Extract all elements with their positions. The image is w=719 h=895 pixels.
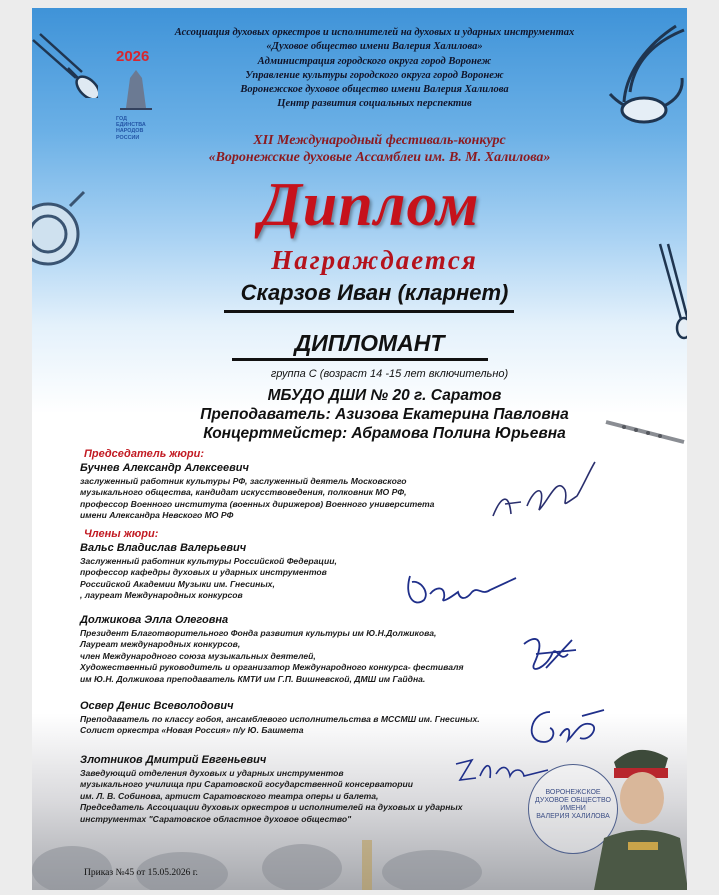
desc-line: им. Л. В. Собинова, артист Саратовского театра оперы и балета, (80, 790, 379, 801)
jury-chair (80, 462, 500, 522)
stamp-line: ДУХОВОЕ ОБЩЕСТВО (535, 797, 611, 804)
logo-caption-line: РОССИИ (116, 134, 140, 141)
jury-member-desc (80, 476, 500, 522)
logo-caption-line: ГОД (116, 116, 127, 122)
award-underline (232, 358, 488, 361)
award-title: ДИПЛОМАНТ (294, 330, 445, 356)
awarded-label: Награждается (271, 245, 478, 275)
accompanist-name: Концертмейстер: Абрамова Полина Юрьевна (203, 425, 566, 442)
festival-line: XII Международный фестиваль-конкурс (253, 133, 506, 148)
signature-member (516, 624, 586, 684)
desc-line: Российской Академии Музыки им. Гнесиных, (80, 578, 275, 589)
desc-line: музыкального училища при Саратовской государственной консерватории (80, 779, 414, 790)
desc-line: Преподаватель по классу гобоя, ансамблевого исполнительства в МССМШ им. Гнесиных. (80, 714, 480, 724)
logo-year: 2026 (116, 48, 150, 65)
stamp-line: ВАЛЕРИЯ ХАЛИЛОВА (536, 813, 610, 820)
recipient-underline (224, 310, 514, 313)
stamp-line: ИМЕНИ (560, 805, 586, 812)
desc-line: Председатель Ассоциации духовых оркестров и исполнителей на духовых и ударных (80, 802, 463, 813)
jury-member-name: Освер Денис Всеволодович (80, 700, 234, 712)
orchestra-photo (32, 820, 592, 890)
desc-line: Заслуженный работник культуры Российской Федерации, (80, 556, 337, 566)
logo-caption-line: ЕДИНСТВА (116, 122, 146, 129)
desc-line: Художественный руководитель и организатор Международного конкурса- фестиваля (80, 662, 464, 673)
organizer-line: Ассоциация духовых оркестров и исполнителей на духовых и ударных инструментах (174, 27, 575, 38)
stamp-line: ВОРОНЕЖСКОЕ (545, 789, 601, 796)
jury-member-name: Должикова Элла Олеговна (80, 614, 229, 626)
festival-block (72, 132, 687, 166)
diploma-sheet (32, 8, 687, 890)
desc-line: инструментах "Саратовское областное духовое общество" (80, 813, 352, 824)
organizers-block (62, 26, 687, 112)
jury-member (80, 700, 540, 737)
desc-line: член Международного союза музыкальных деятелей, (80, 650, 316, 661)
jury-member-name: Злотников Дмитрий Евгеньевич (80, 754, 267, 766)
desc-line: профессор кафедры духовых и ударных инструментов (80, 567, 327, 578)
desc-line: Заведующий отделения духовых и ударных инструментов (80, 768, 344, 778)
desc-line: заслуженный работник культуры РФ, заслуженный деятель Московского (80, 476, 407, 486)
festival-name: «Воронежские духовые Ассамблеи им. В. М. Халилова» (208, 150, 551, 165)
desc-line: Президент Благотворительного Фонда развития культуры им Ю.Н.Должикова, (80, 628, 437, 638)
organizer-line: Администрация городского округа город Воронеж (257, 55, 492, 67)
jury-member-name: Вальс Владислав Валерьевич (80, 542, 247, 554)
order-number: Приказ №45 от 15.05.2026 г. (84, 868, 198, 878)
jury-member (80, 614, 520, 685)
teacher-name: Преподаватель: Азизова Екатерина Павловна (200, 406, 569, 423)
jury-chair-heading: Председатель жюри: (84, 448, 205, 460)
recipient-name: Скарзов Иван (кларнет) (240, 280, 509, 305)
desc-line: имени Александра Невского МО РФ (80, 510, 234, 521)
desc-line: , лауреат Международных конкурсов (80, 590, 243, 601)
desc-line: музыкального общества, кандидат искусствоведения, полковник МО РФ, (80, 487, 407, 498)
signature-chair (487, 456, 597, 526)
jury-member-desc (80, 714, 540, 737)
organizer-line: «Духовое общество имени Валерия Халилова» (266, 41, 483, 53)
diploma-title: Диплом (259, 171, 480, 239)
age-group: группа С (возраст 14 -15 лет включительно) (270, 368, 509, 380)
school-block (82, 386, 687, 443)
jury-member-name: Бучнев Александр Алексеевич (80, 462, 249, 474)
desc-line: профессор Военного института (военных дирижеров) Военного университета (80, 498, 435, 509)
desc-line: Лауреат международных конкурсов, (80, 639, 241, 650)
jury-members-heading: Члены жюри: (84, 528, 159, 540)
school-name: МБУДО ДШИ № 20 г. Саратов (267, 387, 502, 404)
organizer-line: Управление культуры городского округа город Воронеж (245, 69, 504, 81)
organizer-line: Центр развития социальных перспектив (277, 98, 472, 110)
desc-line: им Ю.Н. Должикова преподаватель КМТИ им Г.П. Вишневской, ДМШ им Гайдна. (80, 673, 426, 684)
conductor-portrait (584, 738, 687, 890)
desc-line: Солист оркестра «Новая Россия» п/у Ю. Башмета (80, 725, 304, 736)
logo-caption-line: НАРОДОВ (116, 128, 144, 135)
signature-member (400, 556, 520, 612)
jury-member-desc (80, 628, 520, 685)
organizer-line: Воронежское духовое общество имени Валерия Халилова (240, 84, 509, 96)
